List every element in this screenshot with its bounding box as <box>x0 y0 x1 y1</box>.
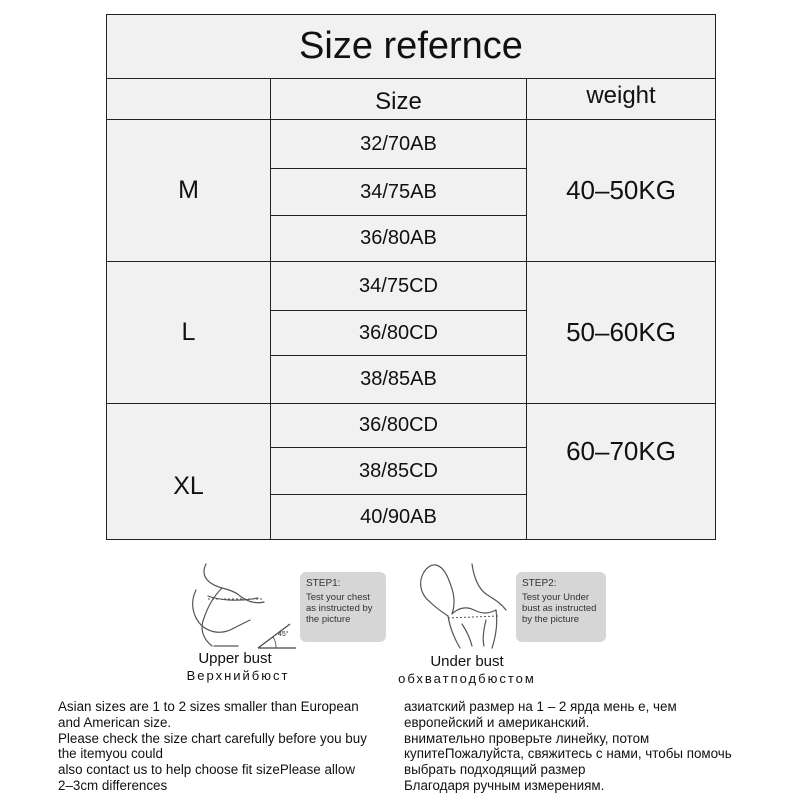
step1-title: STEP1: <box>306 578 341 589</box>
size-label-m: M <box>107 119 270 261</box>
size-cell: 38/85CD <box>270 447 526 494</box>
size-cell: 36/80CD <box>270 310 526 355</box>
step1-card <box>300 572 386 642</box>
note-line: 2–3cm differences <box>58 777 168 793</box>
size-cell: 34/75AB <box>270 168 526 215</box>
note-line: европейский и американский. <box>404 714 590 730</box>
upper-bust-illustration <box>178 562 308 650</box>
step2-text: Test your Under bust as instructed by the picture <box>522 592 597 625</box>
note-line: выбрать подходящий размер <box>404 762 586 778</box>
step2-card <box>516 572 606 642</box>
weight-cell-xl: 60–70KG <box>526 403 715 539</box>
weight-cell-m: 40–50KG <box>526 119 715 261</box>
size-cell: 32/70AB <box>270 119 526 168</box>
note-line: also contact us to help choose fit sizePlease allow <box>58 762 355 778</box>
size-cell: 40/90AB <box>270 494 526 539</box>
weight-cell-l: 50–60KG <box>526 261 715 403</box>
size-label-l: L <box>107 261 270 403</box>
note-line: Asian sizes are 1 to 2 sizes smaller than European <box>58 699 359 714</box>
note-line: the itemyou could <box>58 746 163 762</box>
under-bust-illustration <box>412 558 522 650</box>
note-line: купитеПожалуйста, свяжитесь с нами, чтобы помочь <box>404 746 732 762</box>
size-label-xl: XL <box>107 403 270 539</box>
under-bust-caption: Under bust <box>430 653 504 670</box>
note-line: внимательно проверьте линейку, потом <box>404 730 650 746</box>
header-empty-cell <box>107 78 270 119</box>
size-cell: 36/80AB <box>270 215 526 261</box>
note-line: Благодаря ручным измерениям. <box>404 777 605 793</box>
header-weight: weight <box>526 78 715 119</box>
upper-bust-caption-ru: Верхнийбюст <box>186 668 290 683</box>
size-cell: 36/80CD <box>270 403 526 447</box>
step1-text: Test your chest as instructed by the picture <box>306 592 373 625</box>
header-size: Size <box>270 78 526 119</box>
note-line: and American size. <box>58 714 172 730</box>
under-bust-caption-ru: обхватподбюстом <box>398 671 536 686</box>
table-title: Size refernce <box>299 25 523 67</box>
size-reference-table <box>106 14 716 540</box>
angle-label: 45° <box>278 631 289 638</box>
step2-title: STEP2: <box>522 578 557 589</box>
note-line: Please check the size chart carefully before you buy <box>58 730 367 746</box>
size-cell: 38/85AB <box>270 355 526 403</box>
notes-english <box>58 699 398 794</box>
upper-bust-caption: Upper bust <box>198 650 272 667</box>
note-line: азиатский размер на 1 – 2 ярда мень е, чем <box>404 699 677 714</box>
notes-russian <box>404 699 794 794</box>
size-cell: 34/75CD <box>270 261 526 310</box>
